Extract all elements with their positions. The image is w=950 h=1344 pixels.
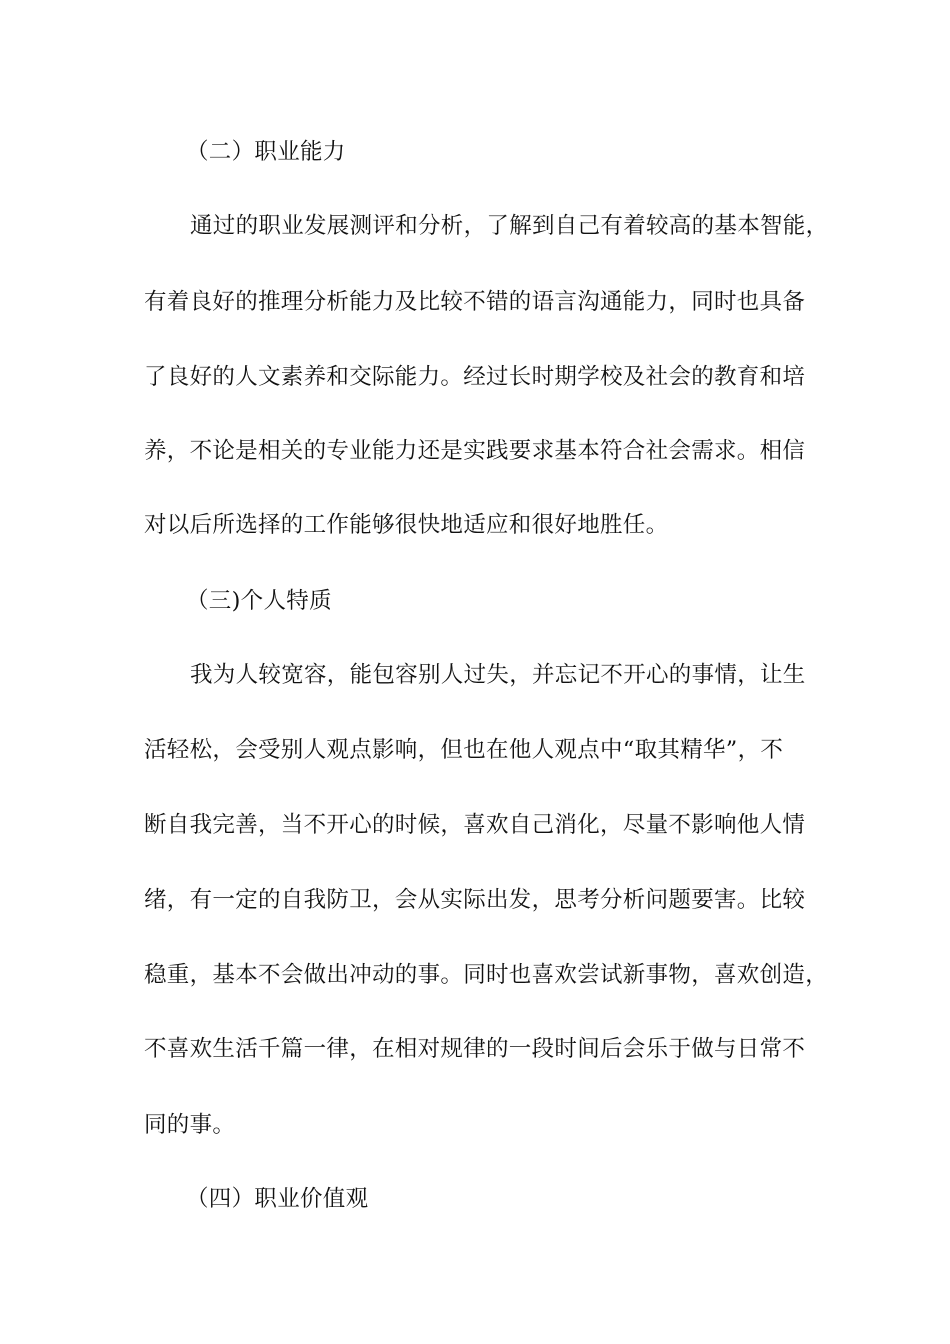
paragraph-line: 同的事。 (144, 1112, 236, 1138)
paragraph-line: 我为人较宽容，能包容别人过失，并忘记不开心的事情，让生 (190, 662, 806, 688)
section-heading-career-ability: （二）职业能力 (186, 139, 346, 165)
paragraph-line: 活轻松，会受别人观点影响，但也在他人观点中“取其精华”，不 (144, 737, 784, 763)
paragraph-line: 绪，有一定的自我防卫，会从实际出发，思考分析问题要害。比较 (144, 887, 806, 913)
paragraph-line: 了良好的人文素养和交际能力。经过长时期学校及社会的教育和培 (144, 364, 806, 390)
paragraph-line: 不喜欢生活千篇一律，在相对规律的一段时间后会乐于做与日常不 (144, 1036, 806, 1062)
section-heading-personal-traits: （三)个人特质 (186, 588, 332, 614)
paragraph-line: 通过的职业发展测评和分析，了解到自己有着较高的基本智能， (190, 213, 829, 239)
paragraph-line: 有着良好的推理分析能力及比较不错的语言沟通能力，同时也具备 (144, 289, 806, 315)
section-heading-career-values: （四）职业价值观 (186, 1186, 369, 1212)
paragraph-line: 断自我完善，当不开心的时候，喜欢自己消化，尽量不影响他人情 (144, 812, 806, 838)
paragraph-line: 稳重，基本不会做出冲动的事。同时也喜欢尝试新事物，喜欢创造， (144, 962, 829, 988)
paragraph-line: 养，不论是相关的专业能力还是实践要求基本符合社会需求。相信 (144, 438, 806, 464)
paragraph-line: 对以后所选择的工作能够很快地适应和很好地胜任。 (144, 512, 669, 538)
